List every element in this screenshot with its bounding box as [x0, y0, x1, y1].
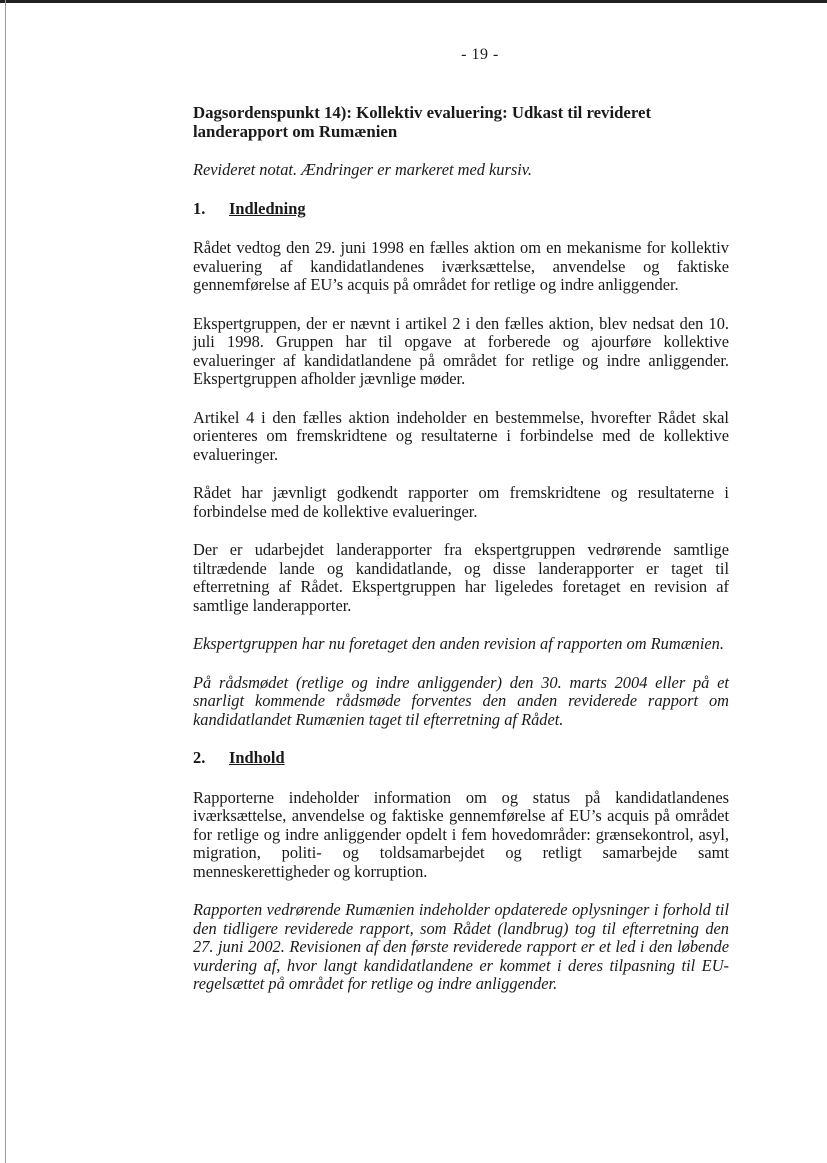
page-number: - 19 -	[461, 46, 499, 63]
paragraph-italic: Ekspertgruppen har nu foretaget den anden revision af rapporten om Rumænien.	[193, 634, 724, 653]
paragraph-italic: På rådsmødet (retlige og indre anliggender) den 30. marts 2004 eller på et snarligt kommende rådsmøde forventes den anden reviderede rapport om kandidatlandet Rumænien taget til efterretning af Rådet.	[193, 672, 729, 729]
agenda-heading: Dagsordenspunkt 14): Kollektiv evaluering: Udkast til revideret landerapport om Rumænien	[193, 103, 652, 141]
paragraph: Rådet vedtog den 29. juni 1998 en fælles aktion om en mekanisme for kollektiv evaluering af kandidatlandenes iværksættelse, anvendelse og faktiske gennemførelse af EU’s acquis på området for retlige og indre anliggender.	[193, 238, 729, 294]
document-body	[193, 104, 729, 1014]
section-1-label: Indledning	[229, 198, 306, 218]
section-1-number: 1.	[193, 198, 206, 218]
section-1-title	[193, 200, 729, 219]
revision-note: Revideret notat. Ændringer er markeret med kursiv.	[193, 160, 532, 179]
paragraph: Rapporterne indeholder information om og status på kandidatlandenes iværksættelse, anvendelse og faktiske gennemførelse af EU’s acquis på området for retlige og indre anliggender opdelt i fem hovedområder: grænsekontrol, asyl, migration, politi- og toldsamarbejdet og retligt samarbejde samt menneskerettigheder og korruption.	[193, 787, 729, 881]
paragraph: Ekspertgruppen, der er nævnt i artikel 2 i den fælles aktion, blev nedsat den 10. juli 1998. Gruppen har til opgave at forberede og ajourføre kollektive evalueringer af kandidatlandene på området for retlige og indre anliggender. Ekspertgruppen afholder jævnlige møder.	[193, 313, 729, 388]
paragraph: Der er udarbejdet landerapporter fra ekspertgruppen vedrørende samtlige tiltrædende lande og kandidatlande, og disse landerapporter er taget til efterretning af Rådet. Ekspertgruppen har ligeledes foretaget en revision af samtlige landerapporter.	[193, 540, 729, 615]
paragraph-italic: Rapporten vedrørende Rumænien indeholder opdaterede oplysninger i forhold til den tidligere reviderede rapport, som Rådet (landbrug) tog til efterretning den 27. juni 2002. Revisionen af den første reviderede rapport er et led i den løbende vurdering af, hvor langt kandidatlandene er kommet i deres tilpasning til EU-regelsættet på området for retlige og indre anliggender.	[193, 900, 729, 993]
section-2-number: 2.	[193, 748, 206, 767]
paragraph: Rådet har jævnligt godkendt rapporter om fremskridtene og resultaterne i forbindelse med de kollektive evalueringer.	[193, 483, 729, 521]
section-2-title	[193, 749, 729, 768]
top-border-rule	[0, 0, 827, 3]
paragraph: Artikel 4 i den fælles aktion indeholder en bestemmelse, hvorefter Rådet skal orienteres om fremskridtene og resultaterne i forbindelse med de kollektive evalueringer.	[193, 407, 729, 464]
section-2-label: Indhold	[229, 748, 285, 767]
left-margin-rule	[5, 0, 6, 1163]
